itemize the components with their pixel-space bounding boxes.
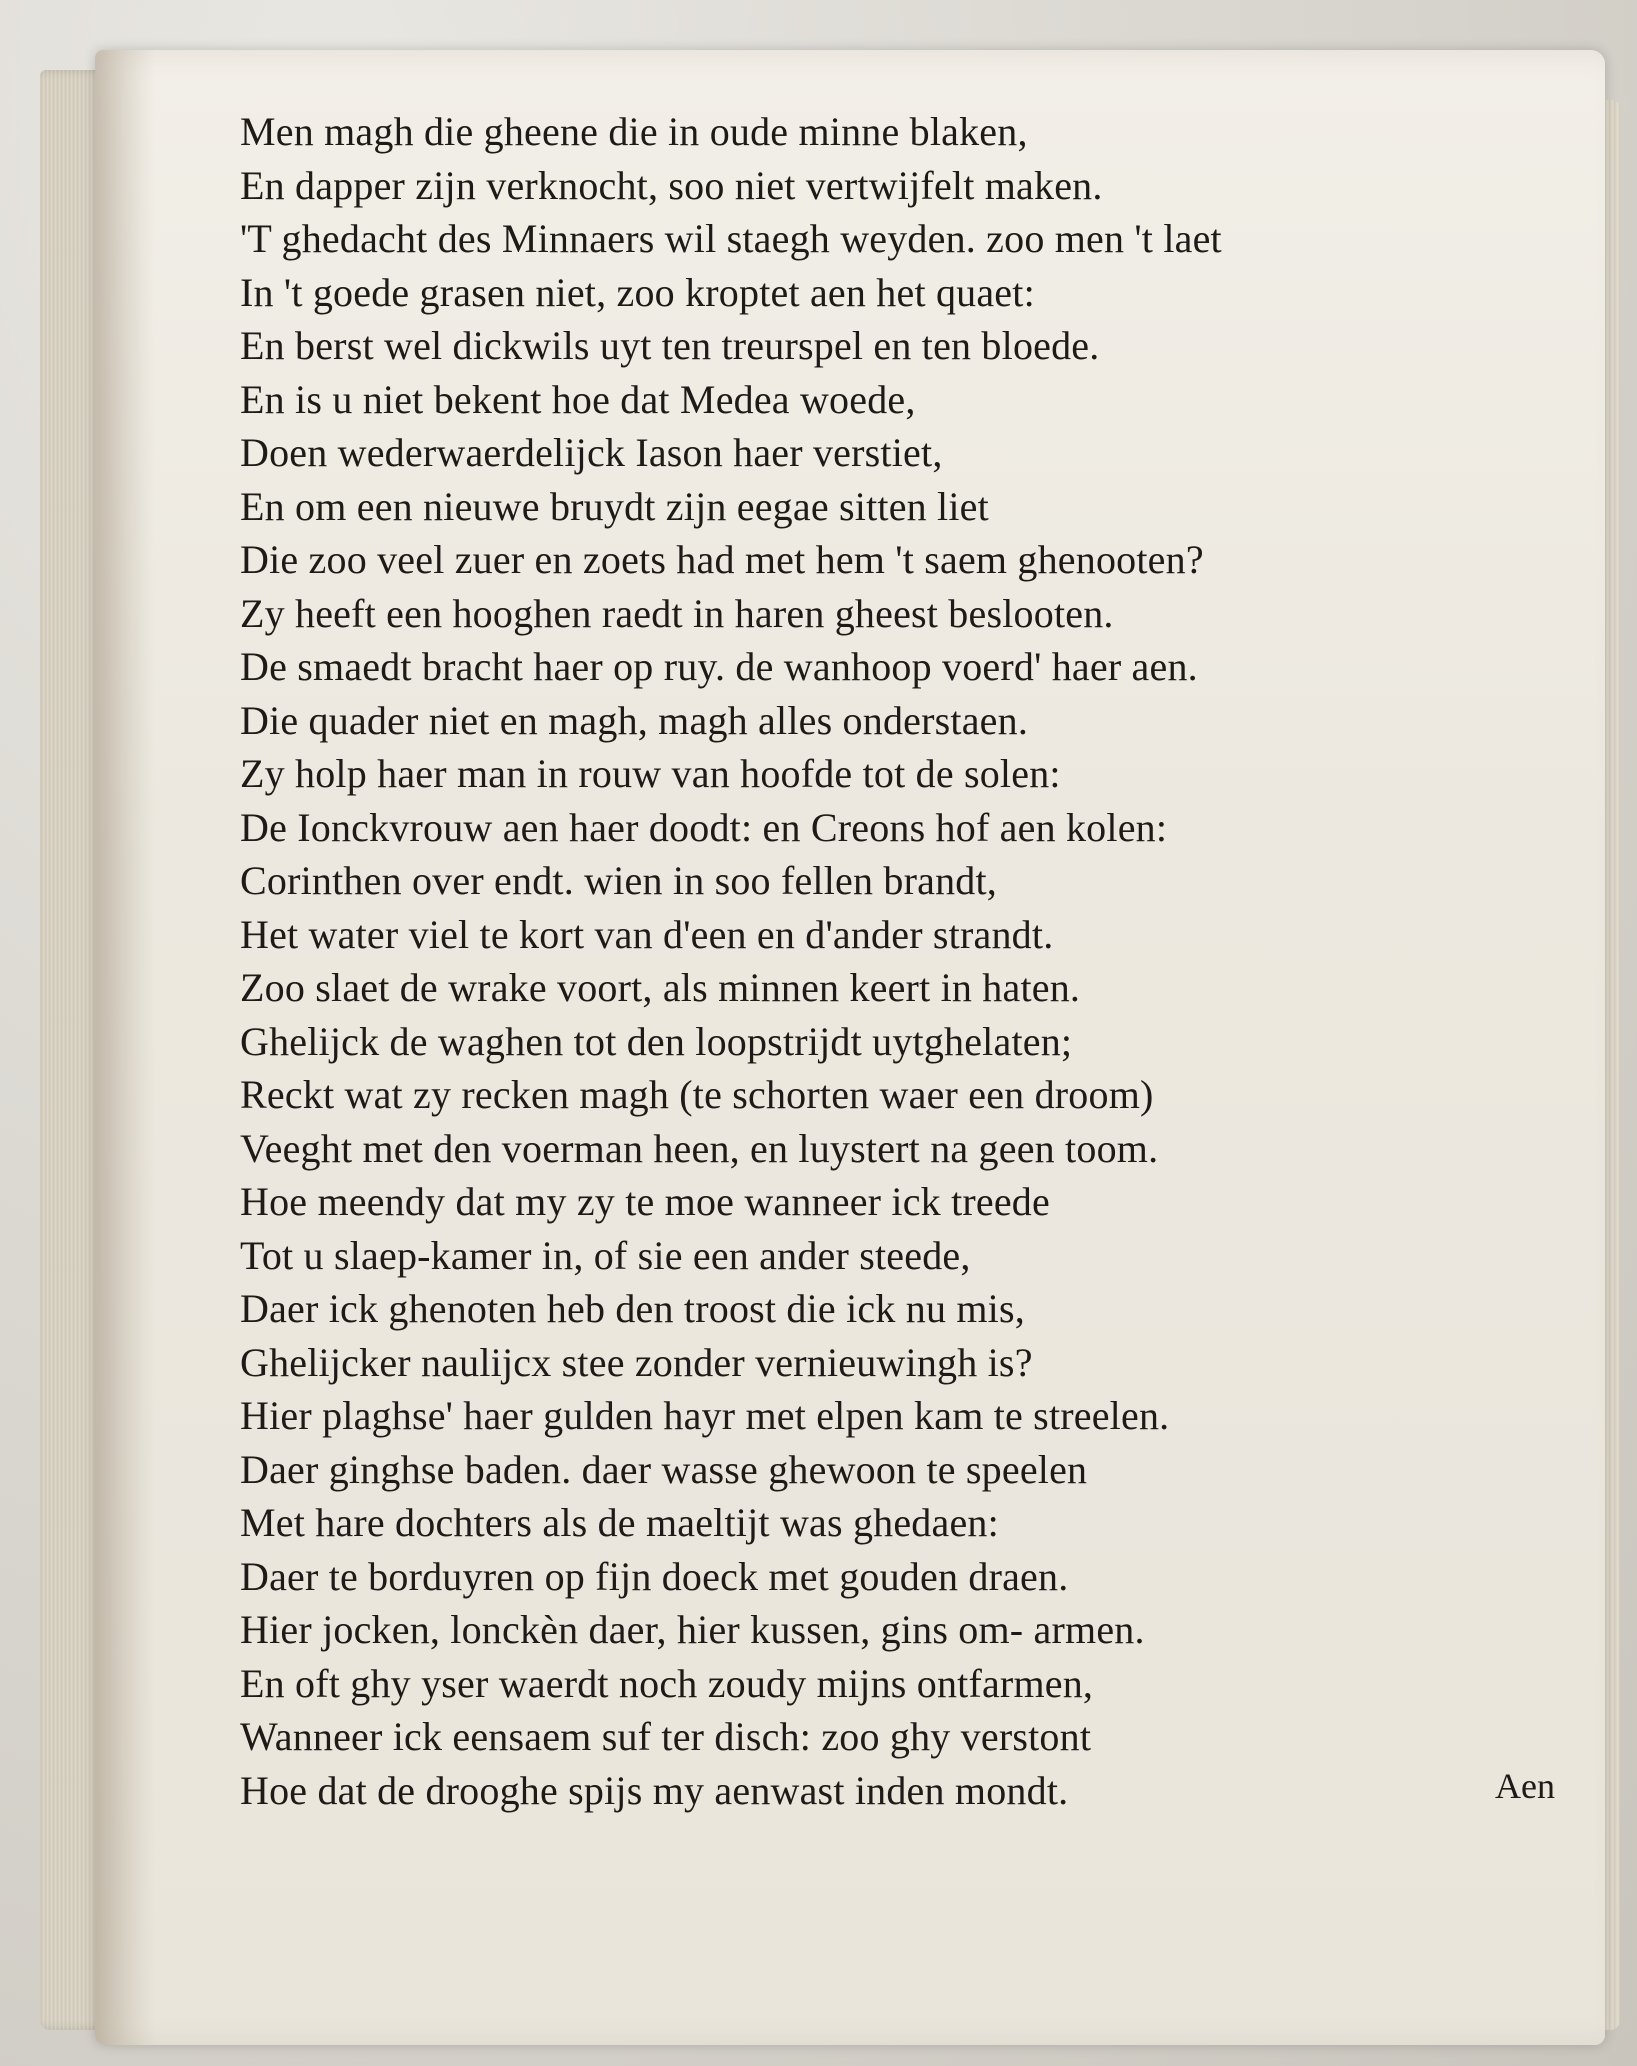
verse-line: Daer ick ghenoten heb den troost die ick nu mis, xyxy=(240,1286,1025,1331)
verse-line: Tot u slaep-kamer in, of sie een ander steede, xyxy=(240,1232,971,1278)
verse-line: Daer ginghse baden. daer wasse ghewoon te speelen xyxy=(240,1446,1088,1492)
verse-line: Zy heeft een hooghen raedt in haren gheest beslooten. xyxy=(240,590,1114,636)
verse-line: De smaedt bracht haer op ruy. de wanhoop voerd' haer aen. xyxy=(240,644,1198,689)
verse-line: Wanneer ick eensaem suf ter disch: zoo ghy verstont xyxy=(240,1714,1092,1759)
verse-line: En is u niet bekent hoe dat Medea woede, xyxy=(240,376,916,422)
verse-line: De Ionckvrouw aen haer doodt: en Creons hof aen kolen: xyxy=(240,804,1168,850)
verse-line: Die zoo veel zuer en zoets had met hem 't saem ghenooten? xyxy=(240,537,1204,582)
verse-line: Die quader niet en magh, magh alles onderstaen. xyxy=(240,697,1029,743)
verse-line: Reckt wat zy recken magh (te schorten waer een droom) xyxy=(240,1072,1154,1117)
verse-line: Hier plaghse' haer gulden hayr met elpen kam te streelen. xyxy=(240,1393,1170,1438)
catchword: Aen xyxy=(1495,1766,1555,1806)
verse-line: Hoe meendy dat my zy te moe wanneer ick treede xyxy=(240,1179,1050,1224)
verse-line: En oft ghy yser waerdt noch zoudy mijns ontfarmen, xyxy=(240,1660,1094,1706)
verse-line: Men magh die gheene die in oude minne blaken, xyxy=(240,109,1028,154)
verse-line: Daer te borduyren op fijn doeck met gouden draen. xyxy=(240,1553,1069,1599)
verse-line: Corinthen over endt. wien in soo fellen brandt, xyxy=(240,858,997,903)
verse-line: Zoo slaet de wrake voort, als minnen keert in haten. xyxy=(240,965,1081,1010)
verse-line: Ghelijcker naulijcx stee zonder vernieuwingh is? xyxy=(240,1339,1033,1385)
verse-line: En om een nieuwe bruydt zijn eegae sitten liet xyxy=(240,483,989,529)
verse-line: Hoe dat de drooghe spijs my aenwast inden mondt. xyxy=(240,1767,1069,1813)
verse-line: En berst wel dickwils uyt ten treurspel en ten bloede. xyxy=(240,323,1100,368)
verse-line: Met hare dochters als de maeltijt was ghedaen: xyxy=(240,1500,999,1545)
verse-line: Ghelijck de waghen tot den loopstrijdt uytghelaten; xyxy=(240,1018,1073,1064)
verse-block xyxy=(240,105,1550,1817)
verse-line: En dapper zijn verknocht, soo niet vertwijfelt maken. xyxy=(240,162,1103,208)
verse-line: In 't goede grasen niet, zoo kroptet aen het quaet: xyxy=(240,269,1035,315)
verse-line: 'T ghedacht des Minnaers wil staegh weyden. zoo men 't laet xyxy=(240,216,1222,261)
verse-line: Veeght met den voerman heen, en luystert na geen toom. xyxy=(240,1125,1159,1171)
book-page xyxy=(95,50,1605,2045)
verse-line: Doen wederwaerdelijck Iason haer verstiet, xyxy=(240,430,943,475)
verse-line: Zy holp haer man in rouw van hoofde tot de solen: xyxy=(240,751,1061,796)
verse-line: Hier jocken, lonckèn daer, hier kussen, gins om- armen. xyxy=(240,1607,1145,1652)
gutter-shadow xyxy=(95,50,155,2045)
verse-line: Het water viel te kort van d'een en d'ander strandt. xyxy=(240,911,1054,957)
